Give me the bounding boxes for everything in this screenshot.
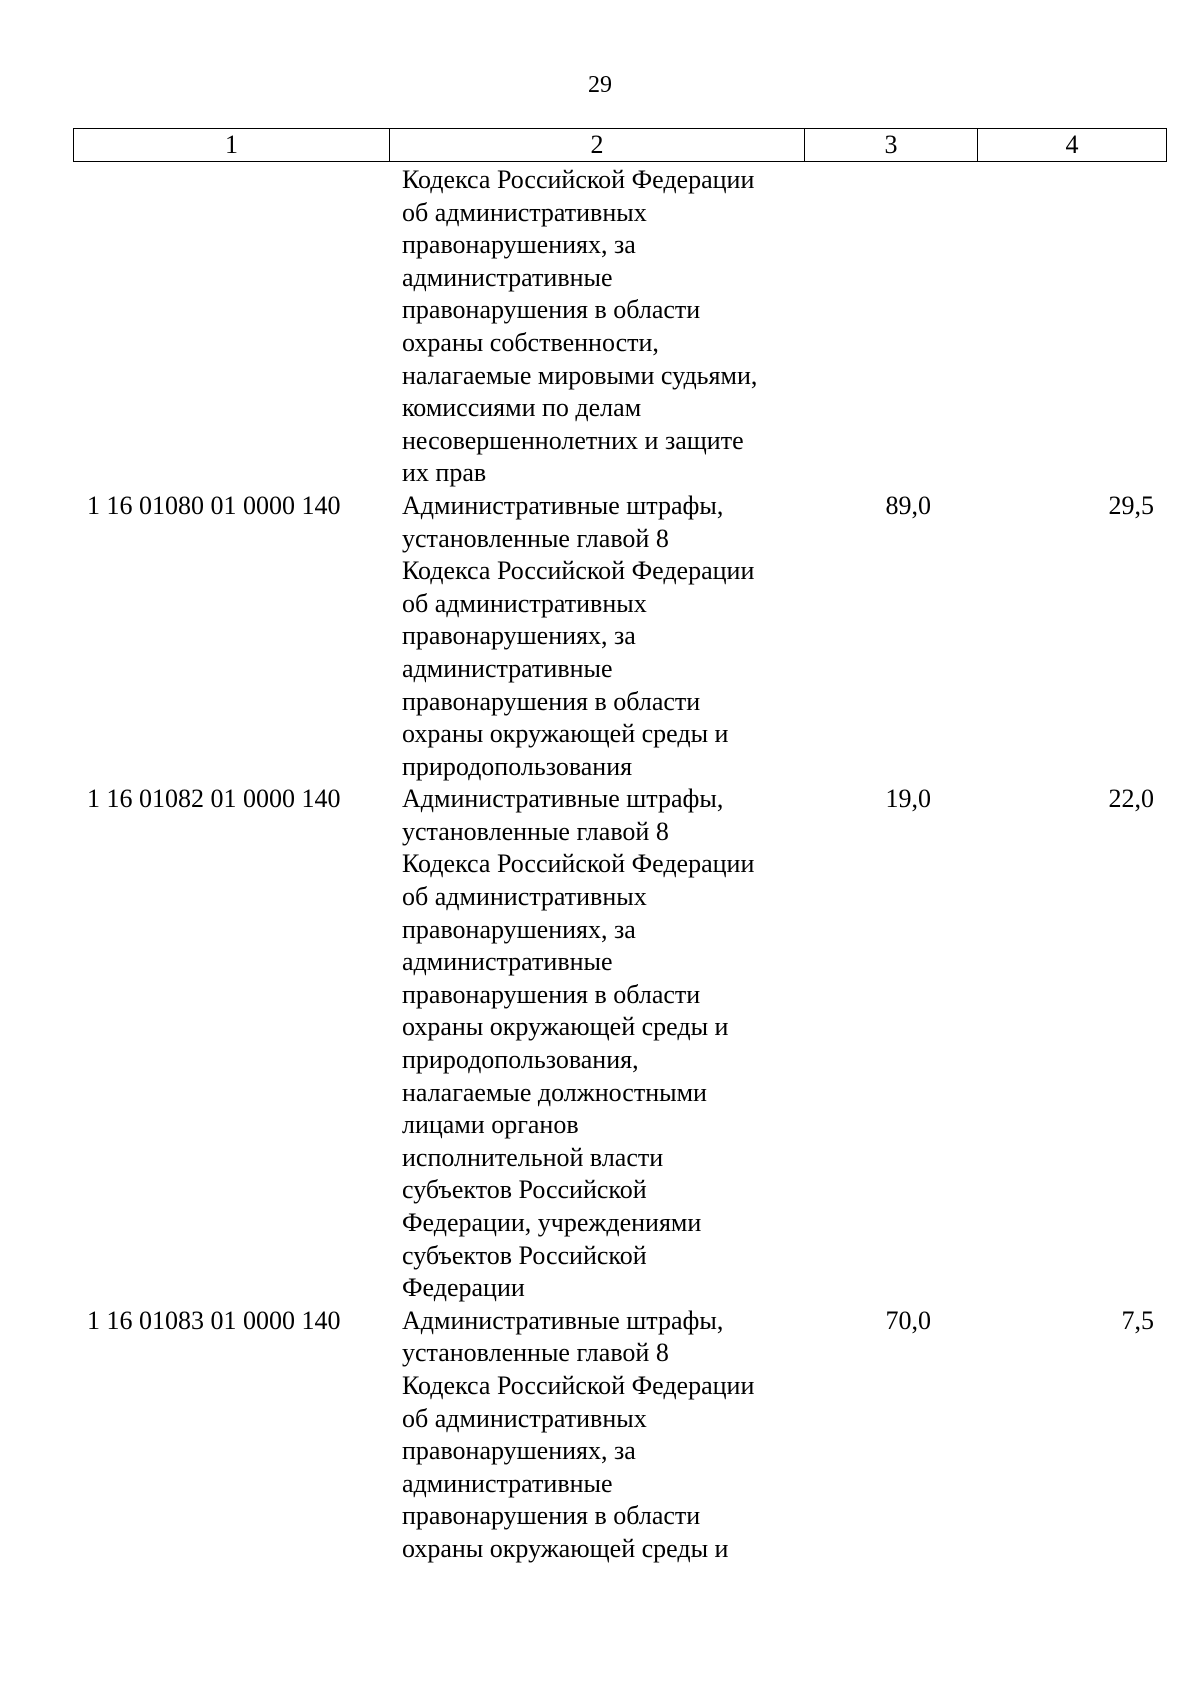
row-name-line: природопользования, xyxy=(402,1045,639,1075)
row-name-line: Кодекса Российской Федерации xyxy=(402,165,755,194)
table-row xyxy=(73,164,1166,490)
row-name-line: комиссиями по делам xyxy=(402,393,642,423)
row-value-col3: 19,0 xyxy=(885,784,931,814)
row-code: 1 16 01080 01 0000 140 xyxy=(87,490,341,520)
table-row xyxy=(73,1305,1166,1566)
row-value-col3: 89,0 xyxy=(885,490,931,520)
row-name-line: правонарушениях, за xyxy=(402,230,636,260)
row-code xyxy=(73,164,389,490)
table-row xyxy=(73,783,1166,1305)
row-name xyxy=(389,783,804,1305)
row-name-line: Федерации xyxy=(402,1273,525,1303)
row-code: 1 16 01082 01 0000 140 xyxy=(87,784,341,814)
row-name-line: их прав xyxy=(402,458,487,488)
header-col-2: 2 xyxy=(390,129,805,162)
header-col-3: 3 xyxy=(805,129,978,162)
header-row xyxy=(74,129,1167,162)
row-name-line: административные xyxy=(402,947,613,977)
row-name-line: субъектов Российской xyxy=(402,1240,647,1270)
row-name-line: Кодекса Российской Федерации xyxy=(402,849,755,879)
row-name-line: об административных xyxy=(402,588,647,618)
row-name-line: установленные главой 8 xyxy=(402,523,669,553)
row-code: 1 16 01083 01 0000 140 xyxy=(87,1305,341,1335)
row-name-line: налагаемые мировыми судьями, xyxy=(402,360,758,390)
row-name-line: об административных xyxy=(402,197,647,227)
row-name-line: налагаемые должностными xyxy=(402,1077,707,1107)
row-name-line: установленные главой 8 xyxy=(402,1338,669,1368)
row-name-line: правонарушениях, за xyxy=(402,914,636,944)
row-name-line: правонарушения в области xyxy=(402,686,701,716)
row-name-line: правонарушениях, за xyxy=(402,621,636,651)
row-name-line: природопользования xyxy=(402,751,633,781)
row-name xyxy=(389,490,804,783)
header-col-4: 4 xyxy=(978,129,1167,162)
row-name-line: Кодекса Российской Федерации xyxy=(402,556,755,586)
row-value-col3: 70,0 xyxy=(885,1305,931,1335)
row-name-line: Федерации, учреждениями xyxy=(402,1208,702,1237)
row-value-col4 xyxy=(977,164,1166,490)
row-value-col4: 29,5 xyxy=(1108,490,1154,520)
row-name-line: правонарушения в области xyxy=(402,979,701,1009)
row-name-line: административные xyxy=(402,653,613,683)
row-name-line: охраны окружающей среды и xyxy=(402,719,729,749)
row-name-line: охраны собственности, xyxy=(402,327,659,357)
row-name-line: Административные штрафы, xyxy=(402,490,724,520)
row-value-col3 xyxy=(804,164,977,490)
row-name-line: исполнительной власти xyxy=(402,1142,664,1172)
table-header xyxy=(73,128,1167,162)
row-value-col4: 22,0 xyxy=(1108,784,1154,814)
row-name-line: административные xyxy=(402,1468,613,1498)
row-value-col4: 7,5 xyxy=(1121,1305,1154,1335)
row-name-line: правонарушениях, за xyxy=(402,1436,636,1466)
header-col-1: 1 xyxy=(74,129,390,162)
row-name-line: несовершеннолетних и защите xyxy=(402,425,744,455)
table-body xyxy=(73,164,1166,1566)
row-name-line: установленные главой 8 xyxy=(402,816,669,846)
row-name-line: Кодекса Российской Федерации xyxy=(402,1370,755,1400)
table-row xyxy=(73,490,1166,783)
row-name-line: об административных xyxy=(402,882,647,912)
row-name-line: охраны окружающей среды и xyxy=(402,1012,729,1042)
row-name-line: охраны окружающей среды и xyxy=(402,1533,729,1563)
row-name xyxy=(389,164,804,490)
row-name-line: лицами органов xyxy=(402,1110,579,1140)
row-name-line: об административных xyxy=(402,1403,647,1433)
row-name-line: административные xyxy=(402,262,613,292)
page-number: 29 xyxy=(588,72,612,98)
row-name-line: Административные штрафы, xyxy=(402,1305,724,1335)
row-name-line: субъектов Российской xyxy=(402,1175,647,1205)
row-name xyxy=(389,1305,804,1566)
row-name-line: правонарушения в области xyxy=(402,1501,701,1531)
row-name-line: Административные штрафы, xyxy=(402,784,724,814)
row-name-line: правонарушения в области xyxy=(402,295,701,325)
